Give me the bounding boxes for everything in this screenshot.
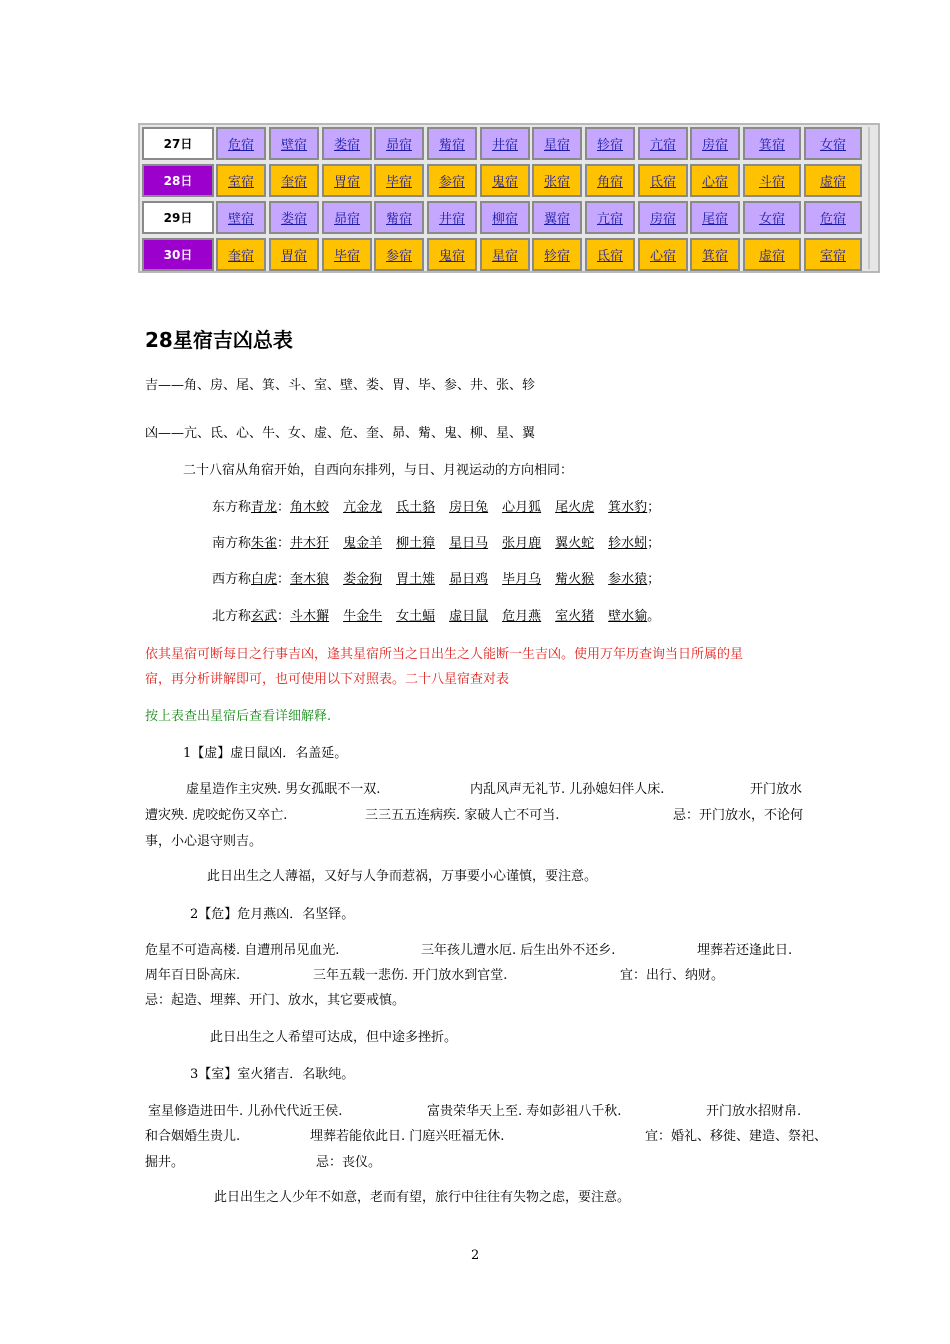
direction-prefix: 东方称 — [212, 500, 252, 515]
star-cell — [585, 164, 635, 197]
entry-text: 危星不可造高楼. 自遭刑吊见血光. — [145, 943, 340, 958]
star-cell — [374, 164, 424, 197]
star-link[interactable]: 壁宿 — [280, 138, 307, 153]
direction-prefix: 北方称 — [212, 609, 252, 624]
star-cell — [216, 164, 266, 197]
star-link[interactable]: 心宿 — [649, 249, 676, 264]
star-cell — [638, 238, 688, 271]
direction-name: 青龙 — [251, 500, 278, 515]
star-link[interactable]: 心宿 — [701, 175, 728, 190]
star-name: 娄金狗 — [343, 572, 383, 587]
star-cell — [480, 164, 530, 197]
star-name: 张月鹿 — [502, 536, 542, 551]
page-number: 2 — [471, 1248, 480, 1263]
star-link[interactable]: 虚宿 — [758, 249, 785, 264]
star-link[interactable]: 亢宿 — [596, 212, 623, 227]
star-cell — [532, 238, 582, 271]
direction-prefix: 南方称 — [212, 536, 252, 551]
star-link[interactable]: 参宿 — [385, 249, 412, 264]
star-link[interactable]: 室宿 — [227, 175, 254, 190]
table-row — [142, 164, 872, 199]
star-name: 参水猿 — [608, 572, 648, 587]
entry-text: 忌：丧仪。 — [316, 1155, 382, 1170]
entry-text: 虚星造作主灾殃. 男女孤眠不一双. — [186, 782, 381, 797]
ji-line: 吉——角、房、尾、箕、斗、室、壁、娄、胃、毕、参、井、张、轸 — [145, 378, 536, 393]
direction-end: 。 — [647, 609, 661, 624]
entry-text: 埋葬若还逢此日. — [697, 943, 793, 958]
star-cell — [690, 201, 740, 234]
direction-name: 玄武 — [251, 609, 278, 624]
star-cell — [532, 127, 582, 160]
direction-name: 白虎 — [251, 572, 278, 587]
star-cell — [427, 164, 477, 197]
star-link[interactable]: 娄宿 — [333, 138, 360, 153]
star-cell — [216, 201, 266, 234]
entry-birth-note: 此日出生之人薄福，又好与人争而惹祸，万事要小心谨慎，要注意。 — [207, 869, 598, 884]
star-link[interactable]: 井宿 — [491, 138, 518, 153]
star-link[interactable]: 奎宿 — [227, 249, 254, 264]
direction-colon: ： — [277, 500, 291, 515]
star-link[interactable]: 昴宿 — [385, 138, 412, 153]
table-row — [142, 127, 872, 162]
star-link[interactable]: 觜宿 — [385, 212, 412, 227]
star-cell — [690, 238, 740, 271]
direction-end: ； — [647, 500, 661, 515]
entry-text: 开门放水 — [750, 782, 803, 797]
entry-text: 掘井。 — [145, 1155, 185, 1170]
star-cell — [374, 201, 424, 234]
entry-text: 埋葬若能依此日. 门庭兴旺福无休. — [310, 1129, 505, 1144]
star-cell — [743, 127, 801, 160]
star-cell — [322, 238, 372, 271]
star-cell — [269, 238, 319, 271]
star-cell — [638, 201, 688, 234]
intro-text: 二十八宿从角宿开始，自西向东排列，与日、月视运动的方向相同： — [183, 463, 574, 478]
star-link[interactable]: 氐宿 — [596, 249, 623, 264]
star-name: 毕月乌 — [502, 572, 542, 587]
star-link[interactable]: 箕宿 — [701, 249, 728, 264]
page-title: 28星宿吉凶总表 — [145, 328, 293, 352]
star-name: 氐土貉 — [396, 500, 436, 515]
star-cell — [269, 127, 319, 160]
star-link[interactable]: 柳宿 — [491, 212, 518, 227]
star-name: 井木犴 — [290, 536, 330, 551]
direction-name: 朱雀 — [251, 536, 278, 551]
entry-title: 3【室】室火猪吉．名耿纯。 — [190, 1067, 355, 1082]
day-cell: 29日 — [142, 201, 214, 234]
day-cell: 28日 — [142, 164, 214, 197]
star-link[interactable]: 危宿 — [227, 138, 254, 153]
star-link[interactable]: 轸宿 — [543, 249, 570, 264]
star-name: 虚日鼠 — [449, 609, 489, 624]
entry-text: 忌：开门放水，不论何 — [673, 808, 804, 823]
star-cell — [743, 238, 801, 271]
direction-end: ； — [647, 536, 661, 551]
star-cell — [427, 201, 477, 234]
star-link[interactable]: 星宿 — [543, 138, 570, 153]
entry-text: 三三五五连病疾. 家破人亡不可当. — [365, 808, 560, 823]
day-cell: 27日 — [142, 127, 214, 160]
star-cell — [804, 201, 862, 234]
star-cell — [269, 164, 319, 197]
direction-line — [212, 532, 660, 551]
star-link[interactable]: 星宿 — [491, 249, 518, 264]
star-cell — [322, 164, 372, 197]
star-name: 觜火猴 — [555, 572, 595, 587]
entry-title: 2【危】危月燕凶．名坚铎。 — [190, 907, 355, 922]
direction-line — [212, 605, 660, 624]
star-link[interactable]: 鬼宿 — [438, 249, 465, 264]
star-name: 胃土雉 — [396, 572, 436, 587]
star-cell — [585, 201, 635, 234]
star-name: 女土蝠 — [396, 609, 436, 624]
star-link[interactable]: 角宿 — [596, 175, 623, 190]
table-row — [142, 201, 872, 236]
star-cell — [585, 127, 635, 160]
star-link[interactable]: 井宿 — [438, 212, 465, 227]
star-name: 心月狐 — [502, 500, 542, 515]
entry-text: 三年五载一悲伤. 开门放水到官堂. — [313, 968, 508, 983]
star-cell — [480, 238, 530, 271]
entry-text: 内乱风声无礼节. 儿孙媳妇伴人床. — [470, 782, 665, 797]
entry-text: 富贵荣华天上至. 寿如彭祖八千秋. — [427, 1104, 622, 1119]
star-link[interactable]: 箕宿 — [758, 138, 785, 153]
star-link[interactable]: 轸宿 — [596, 138, 623, 153]
star-cell — [374, 127, 424, 160]
star-cell — [804, 238, 862, 271]
star-name: 翼火蛇 — [555, 536, 595, 551]
star-link[interactable]: 虚宿 — [819, 175, 846, 190]
star-link[interactable]: 参宿 — [438, 175, 465, 190]
direction-line — [212, 568, 660, 587]
star-name: 箕水豹 — [608, 500, 648, 515]
star-cell — [638, 127, 688, 160]
star-cell — [216, 127, 266, 160]
star-link[interactable]: 鬼宿 — [491, 175, 518, 190]
entry-text: 事，小心退守则吉。 — [145, 834, 263, 849]
entry-title: 1【虚】虚日鼠凶．名盖延。 — [183, 746, 348, 761]
entry-text: 宜：出行、纳财。 — [620, 968, 725, 983]
green-note: 按上表查出星宿后查看详细解释. — [145, 709, 332, 724]
star-cell — [216, 238, 266, 271]
star-cell — [427, 127, 477, 160]
star-cell — [269, 201, 319, 234]
star-cell — [804, 164, 862, 197]
red-note-line1: 依其星宿可断每日之行事吉凶，逢其星宿所当之日出生之人能断一生吉凶。使用万年历查询当日所属的星 — [145, 647, 744, 662]
star-name: 尾火虎 — [555, 500, 595, 515]
star-link[interactable]: 胃宿 — [333, 175, 360, 190]
star-link[interactable]: 女宿 — [758, 212, 785, 227]
star-cell — [427, 238, 477, 271]
direction-line — [212, 496, 660, 515]
star-link[interactable]: 危宿 — [819, 212, 846, 227]
star-link[interactable]: 氐宿 — [649, 175, 676, 190]
star-link[interactable]: 房宿 — [701, 138, 728, 153]
star-cell — [638, 164, 688, 197]
star-name: 角木蛟 — [290, 500, 330, 515]
star-name: 鬼金羊 — [343, 536, 383, 551]
star-link[interactable]: 胃宿 — [280, 249, 307, 264]
star-cell — [585, 238, 635, 271]
star-name: 壁水貐 — [608, 609, 648, 624]
xiong-line: 凶——亢、氐、心、牛、女、虚、危、奎、昴、觜、鬼、柳、星、翼 — [145, 426, 536, 441]
star-name: 室火猪 — [555, 609, 595, 624]
entry-text: 遭灾殃. 虎咬蛇伤又卒亡. — [145, 808, 288, 823]
star-name: 危月燕 — [502, 609, 542, 624]
entry-text: 室星修造进田牛. 儿孙代代近王侯. — [148, 1104, 343, 1119]
star-link[interactable]: 毕宿 — [333, 249, 360, 264]
star-link[interactable]: 亢宿 — [649, 138, 676, 153]
star-cell — [480, 201, 530, 234]
table-row — [142, 238, 872, 273]
star-link[interactable]: 斗宿 — [758, 175, 785, 190]
day-cell: 30日 — [142, 238, 214, 271]
entry-birth-note: 此日出生之人希望可达成，但中途多挫折。 — [210, 1030, 458, 1045]
star-cell — [532, 164, 582, 197]
star-cell — [374, 238, 424, 271]
star-link[interactable]: 翼宿 — [543, 212, 570, 227]
star-link[interactable]: 娄宿 — [280, 212, 307, 227]
star-name: 房日兔 — [449, 500, 489, 515]
direction-colon: ： — [277, 536, 291, 551]
star-lookup-table — [138, 123, 880, 273]
entry-text: 周年百日卧高床. — [145, 968, 241, 983]
star-cell — [690, 127, 740, 160]
star-cell — [743, 201, 801, 234]
star-name: 奎木狼 — [290, 572, 330, 587]
entry-birth-note: 此日出生之人少年不如意，老而有望，旅行中往往有失物之虑，要注意。 — [214, 1190, 631, 1205]
direction-colon: ： — [277, 609, 291, 624]
star-name: 斗木獬 — [290, 609, 330, 624]
entry-text: 忌：起造、埋葬、开门、放水，其它要戒慎。 — [145, 993, 406, 1008]
direction-colon: ： — [277, 572, 291, 587]
star-name: 星日马 — [449, 536, 489, 551]
star-name: 轸水蚓 — [608, 536, 648, 551]
star-link[interactable]: 昴宿 — [333, 212, 360, 227]
star-name: 牛金牛 — [343, 609, 383, 624]
star-link[interactable]: 房宿 — [649, 212, 676, 227]
star-link[interactable]: 尾宿 — [701, 212, 728, 227]
entry-text: 宜：婚礼、移徙、建造、祭祀、 — [645, 1129, 828, 1144]
star-cell — [743, 164, 801, 197]
star-name: 亢金龙 — [343, 500, 383, 515]
star-cell — [690, 164, 740, 197]
entry-text: 和合姻婚生贵儿. — [145, 1129, 241, 1144]
red-note-line2: 宿，再分析讲解即可，也可使用以下对照表。二十八星宿查对表 — [145, 672, 510, 687]
entry-text: 开门放水招财帛. — [706, 1104, 802, 1119]
star-link[interactable]: 张宿 — [543, 175, 570, 190]
star-name: 柳土獐 — [396, 536, 436, 551]
star-cell — [322, 127, 372, 160]
star-link[interactable]: 壁宿 — [227, 212, 254, 227]
direction-prefix: 西方称 — [212, 572, 252, 587]
star-link[interactable]: 觜宿 — [438, 138, 465, 153]
star-cell — [322, 201, 372, 234]
star-link[interactable]: 奎宿 — [280, 175, 307, 190]
star-link[interactable]: 女宿 — [819, 138, 846, 153]
star-link[interactable]: 毕宿 — [385, 175, 412, 190]
direction-end: ； — [647, 572, 661, 587]
star-cell — [804, 127, 862, 160]
star-name: 昴日鸡 — [449, 572, 489, 587]
star-cell — [480, 127, 530, 160]
star-cell — [532, 201, 582, 234]
entry-text: 三年孩儿遭水厄. 后生出外不还乡. — [421, 943, 616, 958]
star-link[interactable]: 室宿 — [819, 249, 846, 264]
